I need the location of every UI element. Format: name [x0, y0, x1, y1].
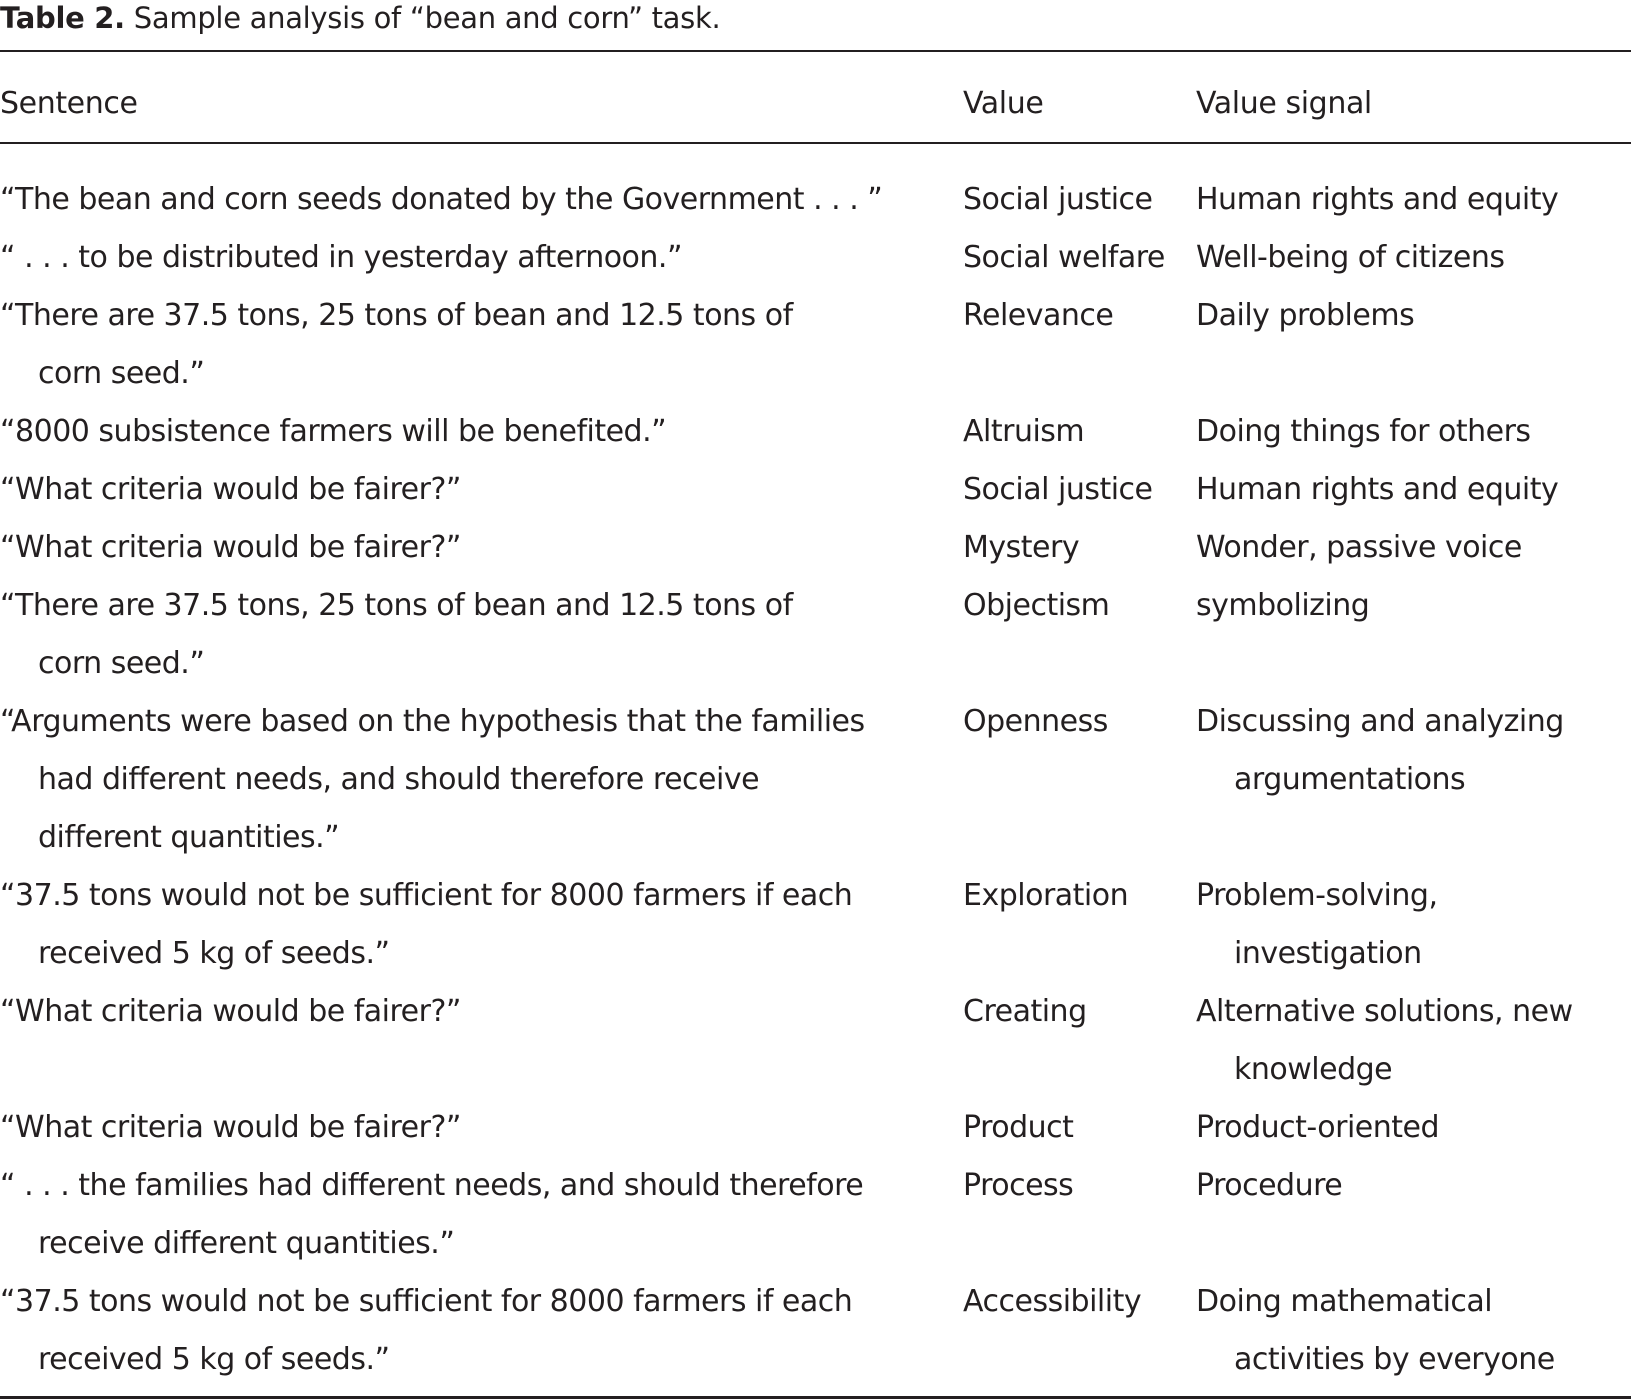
- cell-line: Human rights and equity: [1196, 472, 1559, 507]
- value-signal-cell: [1196, 287, 1626, 345]
- cell-line: “What criteria would be fairer?”: [0, 1110, 461, 1145]
- cell-line: “There are 37.5 tons, 25 tons of bean and 12.5 tons of: [0, 588, 793, 623]
- bottom-rule: [0, 1396, 1631, 1399]
- table-row: [0, 519, 1631, 577]
- table-row: [0, 867, 1631, 983]
- value-cell: [963, 693, 1193, 751]
- table-row: [0, 693, 1631, 867]
- cell-line: Social justice: [963, 182, 1153, 217]
- cell-line: Procedure: [1196, 1168, 1343, 1203]
- sentence-cell: [0, 577, 920, 693]
- cell-line: Product: [963, 1110, 1074, 1145]
- value-cell: [963, 577, 1193, 635]
- table-row: [0, 403, 1631, 461]
- cell-line: Alternative solutions, new: [1196, 994, 1573, 1029]
- cell-line: corn seed.”: [38, 646, 205, 681]
- cell-line: “ . . . the families had different needs, and should therefore: [0, 1168, 864, 1203]
- cell-line: corn seed.”: [38, 356, 205, 391]
- cell-line: Problem-solving,: [1196, 878, 1438, 913]
- cell-line: received 5 kg of seeds.”: [38, 1342, 390, 1377]
- cell-line: Process: [963, 1168, 1074, 1203]
- cell-line: Human rights and equity: [1196, 182, 1559, 217]
- cell-line: “37.5 tons would not be sufficient for 8000 farmers if each: [0, 878, 853, 913]
- table-row: [0, 577, 1631, 693]
- table-body: [0, 171, 1631, 1389]
- cell-line: “What criteria would be fairer?”: [0, 472, 461, 507]
- cell-line: Relevance: [963, 298, 1114, 333]
- sentence-cell: [0, 403, 920, 461]
- sentence-cell: [0, 229, 920, 287]
- value-signal-cell: [1196, 1273, 1626, 1389]
- cell-line: Social justice: [963, 472, 1153, 507]
- cell-line: “37.5 tons would not be sufficient for 8000 farmers if each: [0, 1284, 853, 1319]
- value-cell: [963, 519, 1193, 577]
- cell-line: investigation: [1234, 936, 1422, 971]
- sentence-cell: [0, 693, 920, 867]
- table-row: [0, 171, 1631, 229]
- value-cell: [963, 1273, 1193, 1331]
- value-signal-cell: [1196, 519, 1626, 577]
- table-title: Sample analysis of “bean and corn” task.: [133, 1, 721, 35]
- cell-line: Creating: [963, 994, 1087, 1029]
- value-cell: [963, 1157, 1193, 1215]
- value-signal-cell: [1196, 693, 1626, 809]
- table-row: [0, 1099, 1631, 1157]
- sentence-cell: [0, 1273, 920, 1389]
- table-row: [0, 1273, 1631, 1389]
- cell-line: argumentations: [1234, 762, 1466, 797]
- header-rule: [0, 142, 1631, 144]
- cell-line: Discussing and analyzing: [1196, 704, 1564, 739]
- cell-line: had different needs, and should therefore receive: [38, 762, 760, 797]
- table-row: [0, 461, 1631, 519]
- sentence-cell: [0, 983, 920, 1041]
- header-value: Value: [963, 86, 1044, 121]
- sentence-cell: [0, 287, 920, 403]
- cell-line: received 5 kg of seeds.”: [38, 936, 390, 971]
- cell-line: Well-being of citizens: [1196, 240, 1505, 275]
- header-value-signal: Value signal: [1196, 86, 1372, 121]
- cell-line: Doing things for others: [1196, 414, 1531, 449]
- sentence-cell: [0, 519, 920, 577]
- sentence-cell: [0, 171, 920, 229]
- value-signal-cell: [1196, 1157, 1626, 1215]
- table-row: [0, 1157, 1631, 1273]
- value-cell: [963, 403, 1193, 461]
- value-signal-cell: [1196, 1099, 1626, 1157]
- table-row: [0, 983, 1631, 1099]
- cell-line: Social welfare: [963, 240, 1165, 275]
- value-cell: [963, 867, 1193, 925]
- cell-line: “There are 37.5 tons, 25 tons of bean and 12.5 tons of: [0, 298, 793, 333]
- value-signal-cell: [1196, 461, 1626, 519]
- cell-line: Exploration: [963, 878, 1129, 913]
- cell-line: “What criteria would be fairer?”: [0, 994, 461, 1029]
- value-cell: [963, 229, 1193, 287]
- cell-line: Altruism: [963, 414, 1085, 449]
- table-row: [0, 287, 1631, 403]
- value-cell: [963, 1099, 1193, 1157]
- table-label: Table 2.: [0, 1, 125, 35]
- cell-line: “The bean and corn seeds donated by the Government . . . ”: [0, 182, 883, 217]
- value-cell: [963, 171, 1193, 229]
- sentence-cell: [0, 461, 920, 519]
- cell-line: Mystery: [963, 530, 1080, 565]
- cell-line: Wonder, passive voice: [1196, 530, 1522, 565]
- table-caption: [0, 0, 720, 36]
- cell-line: Product-oriented: [1196, 1110, 1440, 1145]
- value-signal-cell: [1196, 577, 1626, 635]
- header-sentence: Sentence: [0, 86, 138, 121]
- top-rule: [0, 50, 1631, 52]
- value-signal-cell: [1196, 867, 1626, 983]
- value-cell: [963, 461, 1193, 519]
- cell-line: “ . . . to be distributed in yesterday afternoon.”: [0, 240, 683, 275]
- cell-line: Objectism: [963, 588, 1110, 623]
- value-signal-cell: [1196, 171, 1626, 229]
- cell-line: receive different quantities.”: [38, 1226, 455, 1261]
- table-row: [0, 229, 1631, 287]
- cell-line: Daily problems: [1196, 298, 1415, 333]
- cell-line: Openness: [963, 704, 1108, 739]
- cell-line: symbolizing: [1196, 588, 1370, 623]
- sentence-cell: [0, 867, 920, 983]
- cell-line: Accessibility: [963, 1284, 1142, 1319]
- sentence-cell: [0, 1157, 920, 1273]
- cell-line: activities by everyone: [1234, 1342, 1555, 1377]
- sentence-cell: [0, 1099, 920, 1157]
- cell-line: knowledge: [1234, 1052, 1393, 1087]
- value-cell: [963, 287, 1193, 345]
- value-signal-cell: [1196, 229, 1626, 287]
- value-signal-cell: [1196, 983, 1626, 1099]
- value-signal-cell: [1196, 403, 1626, 461]
- cell-line: different quantities.”: [38, 820, 340, 855]
- value-cell: [963, 983, 1193, 1041]
- cell-line: Doing mathematical: [1196, 1284, 1493, 1319]
- cell-line: “8000 subsistence farmers will be benefited.”: [0, 414, 667, 449]
- cell-line: “What criteria would be fairer?”: [0, 530, 461, 565]
- cell-line: “Arguments were based on the hypothesis that the families: [0, 704, 865, 739]
